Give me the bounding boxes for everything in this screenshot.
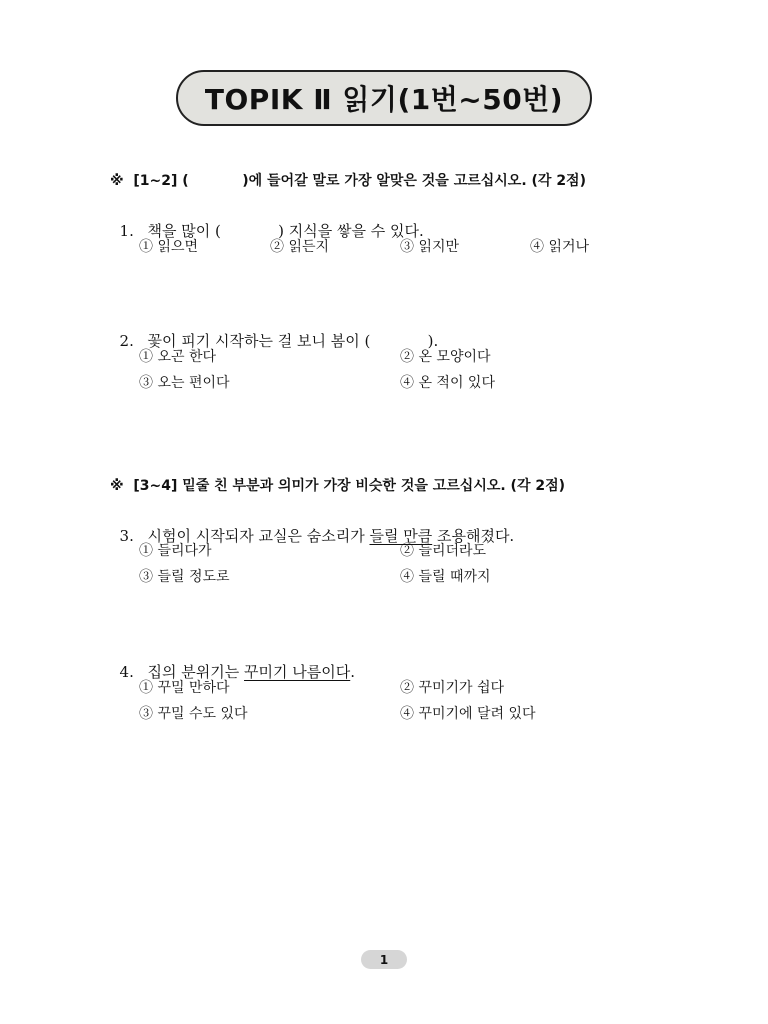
q2-option-3[interactable]: ③ 오는 편이다	[139, 375, 230, 391]
q3-option-1[interactable]: ① 들리다가	[139, 543, 212, 559]
question-4-text-before: 집의 분위기는	[147, 663, 245, 681]
q1-option-2[interactable]: ② 읽든지	[270, 239, 330, 255]
question-1-text: 책을 많이 ( ) 지식을 쌓을 수 있다.	[147, 222, 424, 240]
q4-option-2[interactable]: ② 꾸미기가 쉽다	[400, 680, 505, 696]
page-title: TOPIK Ⅱ 읽기(1번~50번)	[204, 83, 564, 116]
q3-option-4[interactable]: ④ 들릴 때까지	[400, 569, 491, 585]
section-1-instruction: ※ [1~2] ( )에 들어갈 말로 가장 알맞은 것을 고르십시오. (각 2점)	[110, 173, 586, 189]
question-3-underlined-text: 들릴 만큼	[369, 527, 433, 545]
q1-option-1[interactable]: ① 읽으면	[139, 239, 199, 255]
question-4-underlined-text: 꾸미기 나름이다	[244, 663, 351, 681]
q3-option-3[interactable]: ③ 들릴 정도로	[139, 569, 230, 585]
title-box	[176, 70, 592, 126]
question-3-text-after: 조용해졌다.	[432, 527, 515, 545]
question-4-number: 4.	[119, 663, 134, 681]
q1-option-4[interactable]: ④ 읽거나	[530, 239, 590, 255]
q4-option-3[interactable]: ③ 꾸밀 수도 있다	[139, 706, 248, 722]
q2-option-2[interactable]: ② 온 모양이다	[400, 349, 491, 365]
q2-option-4[interactable]: ④ 온 적이 있다	[400, 375, 495, 391]
q4-option-1[interactable]: ① 꾸밀 만하다	[139, 680, 230, 696]
q1-option-3[interactable]: ③ 읽지만	[400, 239, 460, 255]
question-4-text-after: .	[350, 663, 356, 681]
question-2-number: 2.	[119, 332, 134, 350]
section-2-instruction: ※ [3~4] 밑줄 친 부분과 의미가 가장 비슷한 것을 고르십시오. (각 2점)	[110, 478, 566, 494]
question-1-number: 1.	[119, 222, 134, 240]
page-number: 1	[379, 952, 389, 967]
q4-option-4[interactable]: ④ 꾸미기에 달려 있다	[400, 706, 536, 722]
question-3-text-before: 시험이 시작되자 교실은 숨소리가	[147, 527, 370, 545]
q3-option-2[interactable]: ② 들리더라도	[400, 543, 487, 559]
question-2-text: 꽃이 피기 시작하는 걸 보니 봄이 ( ).	[147, 332, 439, 350]
page-number-badge	[361, 950, 407, 969]
q2-option-1[interactable]: ① 오곤 한다	[139, 349, 216, 365]
question-3-number: 3.	[119, 527, 134, 545]
